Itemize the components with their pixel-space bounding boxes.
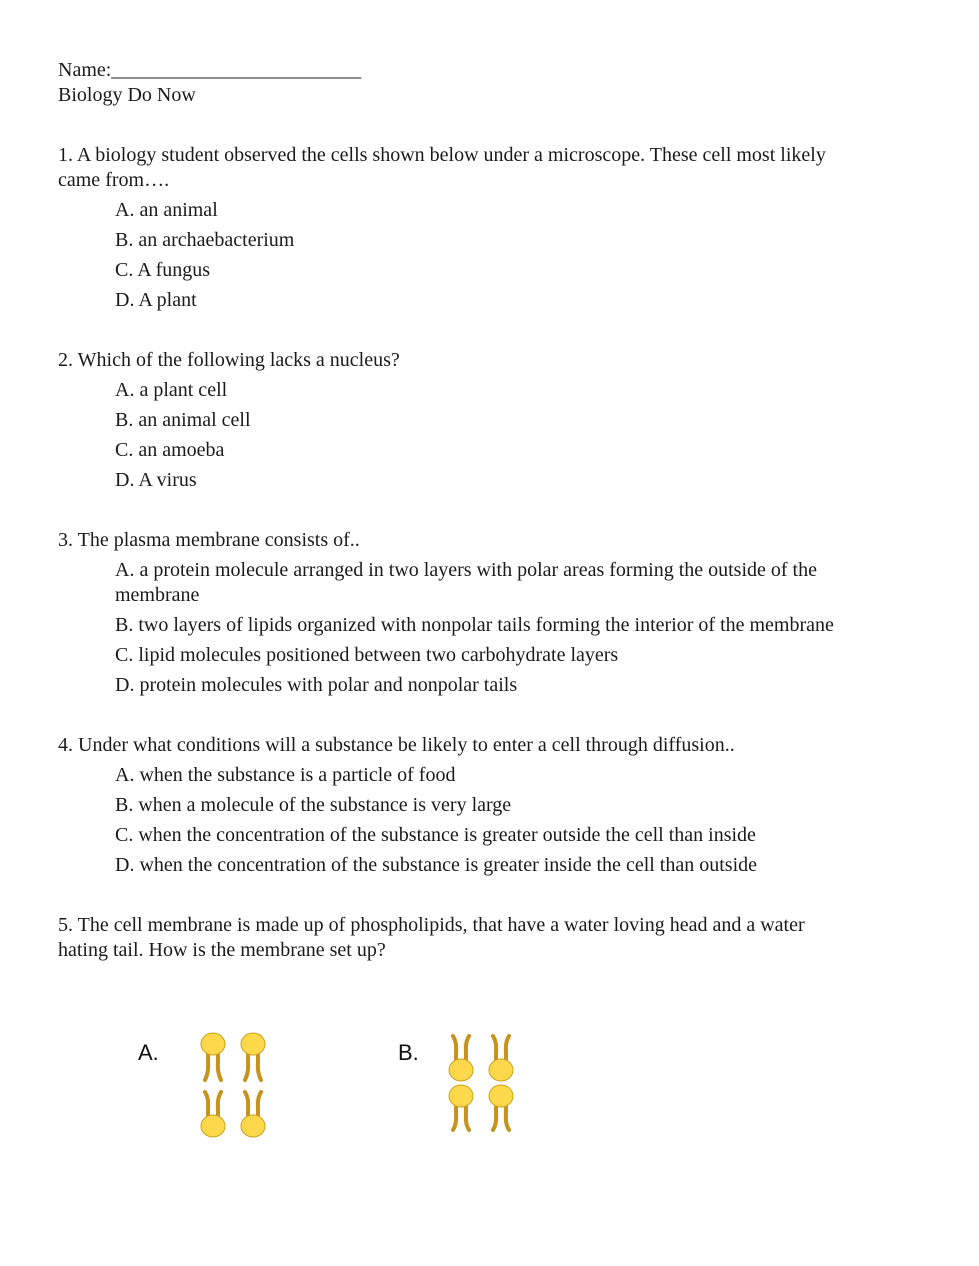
- name-field-label: Name:_________________________: [58, 59, 362, 81]
- question-4-option-b: B. when a molecule of the substance is very large: [115, 794, 512, 816]
- question-4-option-d: D. when the concentration of the substance is greater inside the cell than outside: [115, 854, 758, 876]
- question-2-prompt: 2. Which of the following lacks a nucleus?: [58, 349, 400, 371]
- question-4-prompt: 4. Under what conditions will a substance be likely to enter a cell through diffusion..: [58, 734, 735, 756]
- worksheet-title: Biology Do Now: [58, 84, 196, 106]
- diagram-a-label: A.: [138, 1040, 159, 1065]
- phospholipid-head-up: [489, 1085, 513, 1130]
- phospholipid-head-up: [241, 1033, 265, 1080]
- question-2-option-a: A. a plant cell: [115, 379, 228, 401]
- phospholipid-head-down: [489, 1036, 513, 1081]
- question-3-prompt: 3. The plasma membrane consists of..: [58, 529, 360, 551]
- question-4-option-a: A. when the substance is a particle of food: [115, 764, 456, 786]
- question-3-option-c: C. lipid molecules positioned between two carbohydrate layers: [115, 644, 619, 666]
- question-3-option-d: D. protein molecules with polar and nonpolar tails: [115, 674, 518, 696]
- question-2-option-d: D. A virus: [115, 469, 197, 491]
- phospholipid-head-up: [201, 1033, 225, 1080]
- question-3-option-a: A. a protein molecule arranged in two layers with polar areas forming the outside of the: [115, 559, 817, 581]
- question-3-option-a-continuation: membrane: [115, 584, 200, 606]
- phospholipid-diagram-b: [443, 1030, 523, 1142]
- question-2-option-b: B. an animal cell: [115, 409, 251, 431]
- question-1-option-a: A. an animal: [115, 199, 218, 221]
- question-1-prompt-line2: came from….: [58, 169, 170, 191]
- question-1-option-d: D. A plant: [115, 289, 197, 311]
- question-3-option-b: B. two layers of lipids organized with nonpolar tails forming the interior of the membrane: [115, 614, 834, 636]
- phospholipid-head-down: [449, 1036, 473, 1081]
- phospholipid-head-down: [241, 1092, 265, 1137]
- phospholipid-head-down: [201, 1092, 225, 1137]
- question-5-prompt-line1: 5. The cell membrane is made up of phospholipids, that have a water loving head and a water: [58, 914, 805, 936]
- question-4-option-c: C. when the concentration of the substance is greater outside the cell than inside: [115, 824, 756, 846]
- question-5-prompt-line2: hating tail. How is the membrane set up?: [58, 939, 386, 961]
- phospholipid-diagram-a: [195, 1030, 275, 1142]
- question-2-option-c: C. an amoeba: [115, 439, 225, 461]
- question-1-prompt-line1: 1. A biology student observed the cells shown below under a microscope. These cell most likely: [58, 144, 826, 166]
- question-1-option-c: C. A fungus: [115, 259, 211, 281]
- question-1-option-b: B. an archaebacterium: [115, 229, 295, 251]
- phospholipid-head-up: [449, 1085, 473, 1130]
- diagram-b-label: B.: [398, 1040, 419, 1065]
